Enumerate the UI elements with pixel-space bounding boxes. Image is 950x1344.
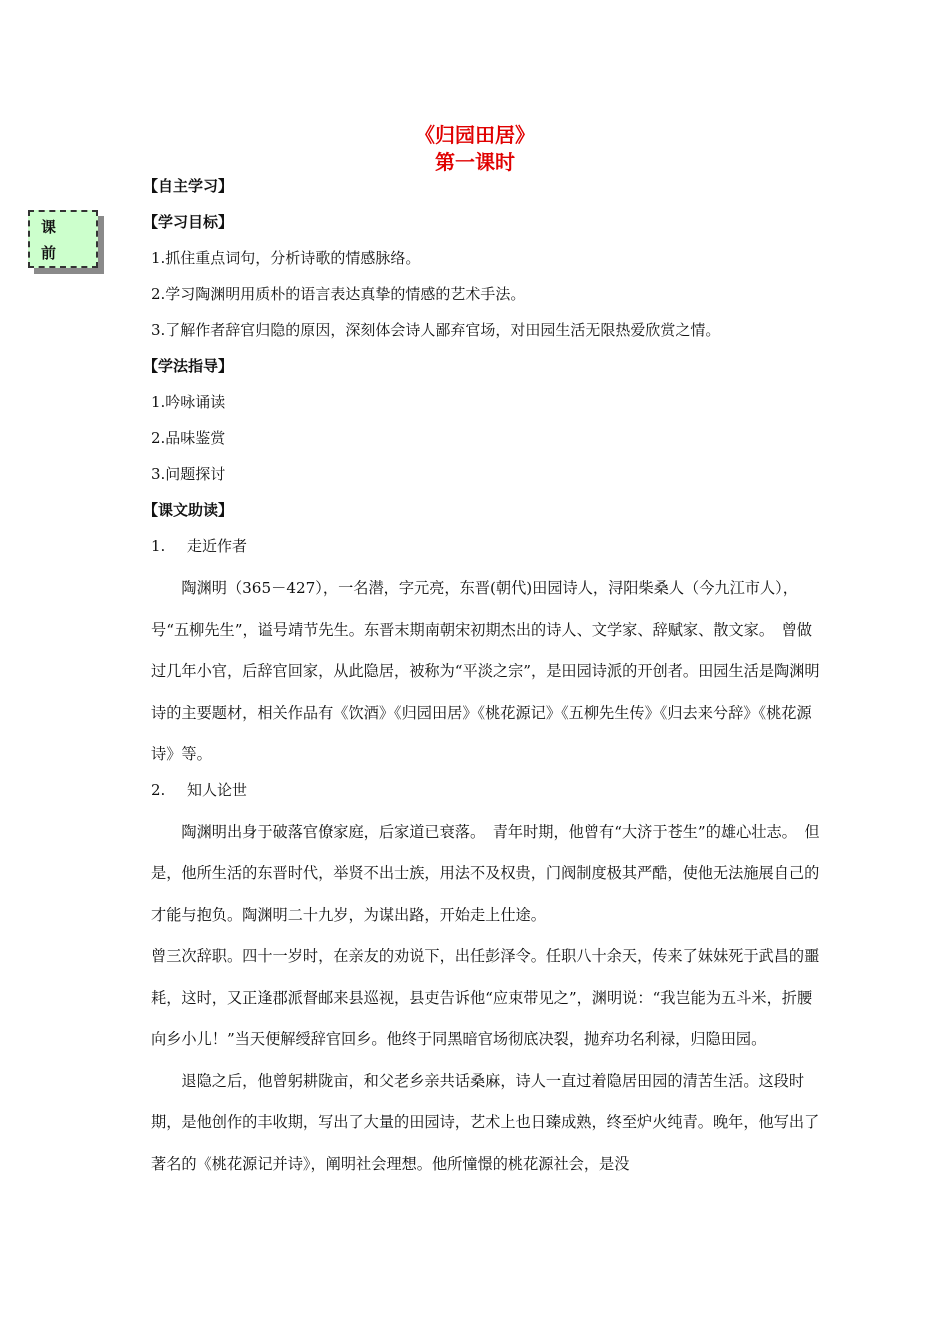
section-heading-method: 【学法指导】 — [143, 357, 234, 375]
section-heading-self-study: 【自主学习】 — [143, 177, 234, 195]
reading-item-2-paragraph: 曾三次辞职。四十一岁时，在亲友的劝说下，出任彭泽令。任职八十余天，传来了妹妹死于武昌的噩耗，这时，又正逢郡派督邮来县巡视，县吏告诉他“应束带见之”，渊明说：“我岂能为五斗米，折腰向乡小儿！”当天便解绶辞官回乡。他终于同黑暗官场彻底决裂，抛弃功名利禄，归隐田园。 — [151, 947, 820, 1048]
reading-item-1-label: 走近作者 — [187, 537, 248, 555]
side-label-char-2: 前 — [41, 244, 57, 262]
reading-item-2-paragraph: 退隐之后，他曾躬耕陇亩，和父老乡亲共话桑麻，诗人一直过着隐居田园的清苦生活。这段时期，是他创作的丰收期，写出了大量的田园诗，艺术上也日臻成熟，终至炉火纯青。晚年，他写出了著名的《桃花源记并诗》，阐明社会理想。他所憧憬的桃花源社会，是没 — [151, 1071, 820, 1173]
side-label-box — [28, 210, 98, 268]
goal-item: 3.了解作者辞官归隐的原因，深刻体会诗人鄙弃官场，对田园生活无限热爱欣赏之情。 — [151, 321, 721, 339]
goal-item: 2.学习陶渊明用质朴的语言表达真挚的情感的艺术手法。 — [151, 285, 526, 303]
reading-item-1-number: 1. — [151, 537, 166, 555]
reading-item-2-label: 知人论世 — [187, 780, 248, 799]
reading-item-2-paragraph: 陶渊明出身于破落官僚家庭，后家道已衰落。 青年时期，他曾有“大济于苍生”的雄心壮志。 但是，他所生活的东晋时代，举贤不出士族，用法不及权贵，门阀制度极其严酷，使他无法施展自己的才能与抱负。陶渊明二十九岁，为谋出路，开始走上仕途。 — [151, 822, 820, 924]
reading-item-2-heading — [143, 776, 823, 812]
document-body — [143, 172, 823, 1185]
method-item: 1.吟咏诵读 — [151, 393, 226, 411]
method-item: 2.品味鉴赏 — [151, 429, 226, 447]
reading-item-2-number: 2. — [151, 780, 166, 799]
reading-item-1-paragraph: 陶渊明（365－427），一名潜，字元亮，东晋(朝代)田园诗人，浔阳柴桑人（今九江市人），号“五柳先生”，谥号靖节先生。东晋末期南朝宋初期杰出的诗人、文学家、辞赋家、散文家。 曾做过几年小官，后辞官回家，从此隐居，被称为“平淡之宗”，是田园诗派的开创者。田园生活是陶渊明诗的主要题材，相关作品有《饮酒》《归园田居》《桃花源记》《五柳先生传》《归去来兮辞》《桃花源诗》等。 — [151, 579, 820, 763]
goal-item: 1.抓住重点词句，分析诗歌的情感脉络。 — [151, 249, 421, 267]
page-subtitle: 第一课时 — [435, 150, 515, 174]
side-label-char-1: 课 — [41, 218, 57, 236]
reading-item-1-heading — [143, 532, 823, 568]
side-label — [28, 210, 98, 268]
section-heading-goals: 【学习目标】 — [143, 213, 234, 231]
section-heading-reading: 【课文助读】 — [143, 501, 234, 519]
page-title: 《归园田居》 — [415, 123, 535, 147]
method-item: 3.问题探讨 — [151, 465, 226, 483]
